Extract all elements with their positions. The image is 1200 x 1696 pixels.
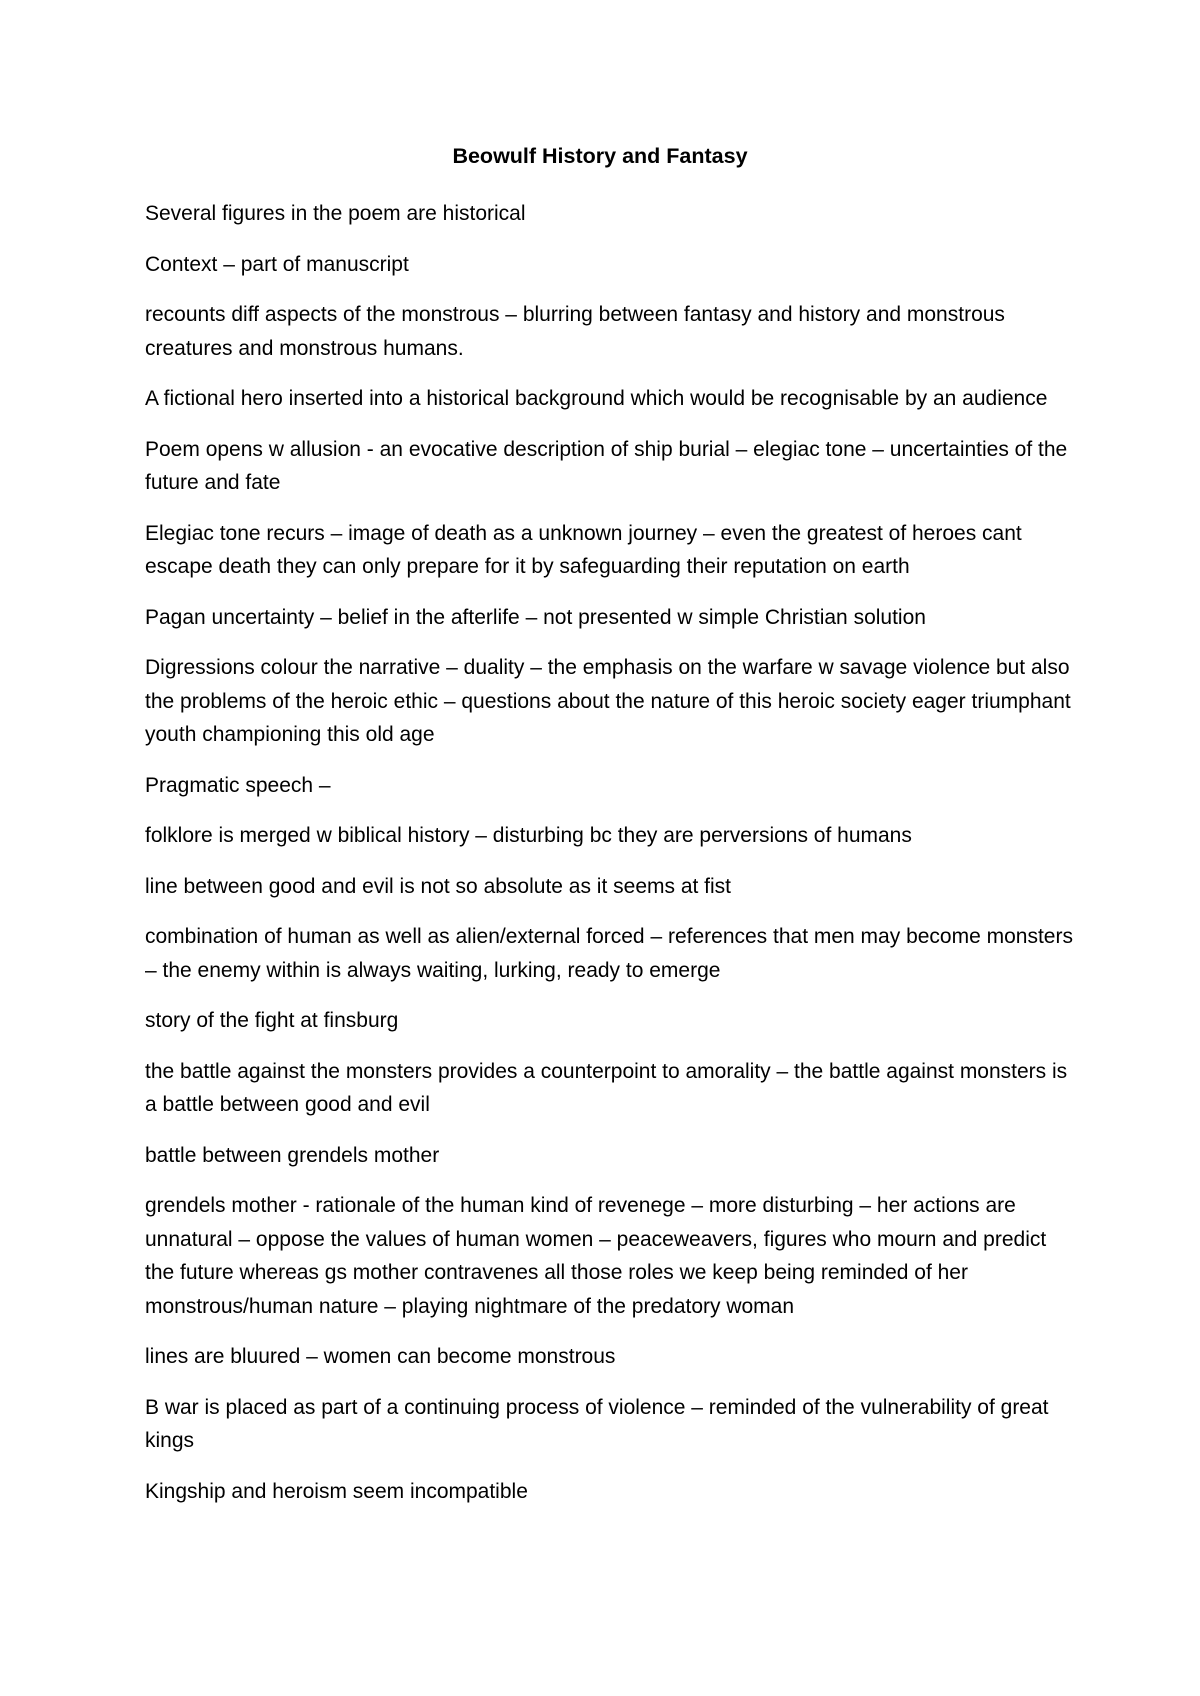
document-title: Beowulf History and Fantasy	[452, 144, 748, 168]
paragraph-6: Elegiac tone recurs – image of death as a unknown journey – even the greatest of heroes cant escape death they can only prepare for it by safeguarding their reputation on earth	[145, 521, 1022, 578]
document-body	[145, 197, 1075, 1525]
paragraph-16: grendels mother - rationale of the human kind of revenege – more disturbing – her actions are unnatural – oppose the values of human women – peaceweavers, figures who mourn and predict the future whereas gs mother contravenes all those roles we keep being reminded of her monstrous/human nature – playing nightmare of the predatory woman	[145, 1194, 1047, 1318]
paragraph-17: lines are bluured – women can become monstrous	[145, 1345, 616, 1368]
paragraph-7: Pagan uncertainty – belief in the afterlife – not presented w simple Christian solution	[145, 605, 926, 629]
paragraph-2: Context – part of manuscript	[145, 252, 409, 276]
paragraph-1: Several figures in the poem are historical	[145, 202, 526, 225]
paragraph-4: A fictional hero inserted into a historical background which would be recognisable by an audience	[145, 387, 1048, 410]
paragraph-9: Pragmatic speech –	[145, 773, 331, 797]
paragraph-3: recounts diff aspects of the monstrous – blurring between fantasy and history and monstrous creatures and monstrous humans.	[145, 303, 1005, 360]
paragraph-10: folklore is merged w biblical history – disturbing bc they are perversions of humans	[145, 824, 912, 847]
paragraph-11: line between good and evil is not so absolute as it seems at fist	[145, 874, 732, 898]
paragraph-8: Digressions colour the narrative – duality – the emphasis on the warfare w savage violence but also the problems of the heroic ethic – questions about the nature of this heroic society eager triumphant youth championing this old age	[145, 656, 1071, 746]
paragraph-14: the battle against the monsters provides a counterpoint to amorality – the battle against monsters is a battle between good and evil	[145, 1059, 1068, 1116]
paragraph-5: Poem opens w allusion - an evocative description of ship burial – elegiac tone – uncertainties of the future and fate	[145, 437, 1068, 494]
paragraph-12: combination of human as well as alien/external forced – references that men may become monsters – the enemy within is always waiting, lurking, ready to emerge	[145, 925, 1073, 982]
paragraph-15: battle between grendels mother	[145, 1143, 440, 1167]
paragraph-18: B war is placed as part of a continuing process of violence – reminded of the vulnerability of great kings	[145, 1395, 1049, 1452]
paragraph-13: story of the fight at finsburg	[145, 1009, 399, 1032]
paragraph-19: Kingship and heroism seem incompatible	[145, 1479, 528, 1503]
